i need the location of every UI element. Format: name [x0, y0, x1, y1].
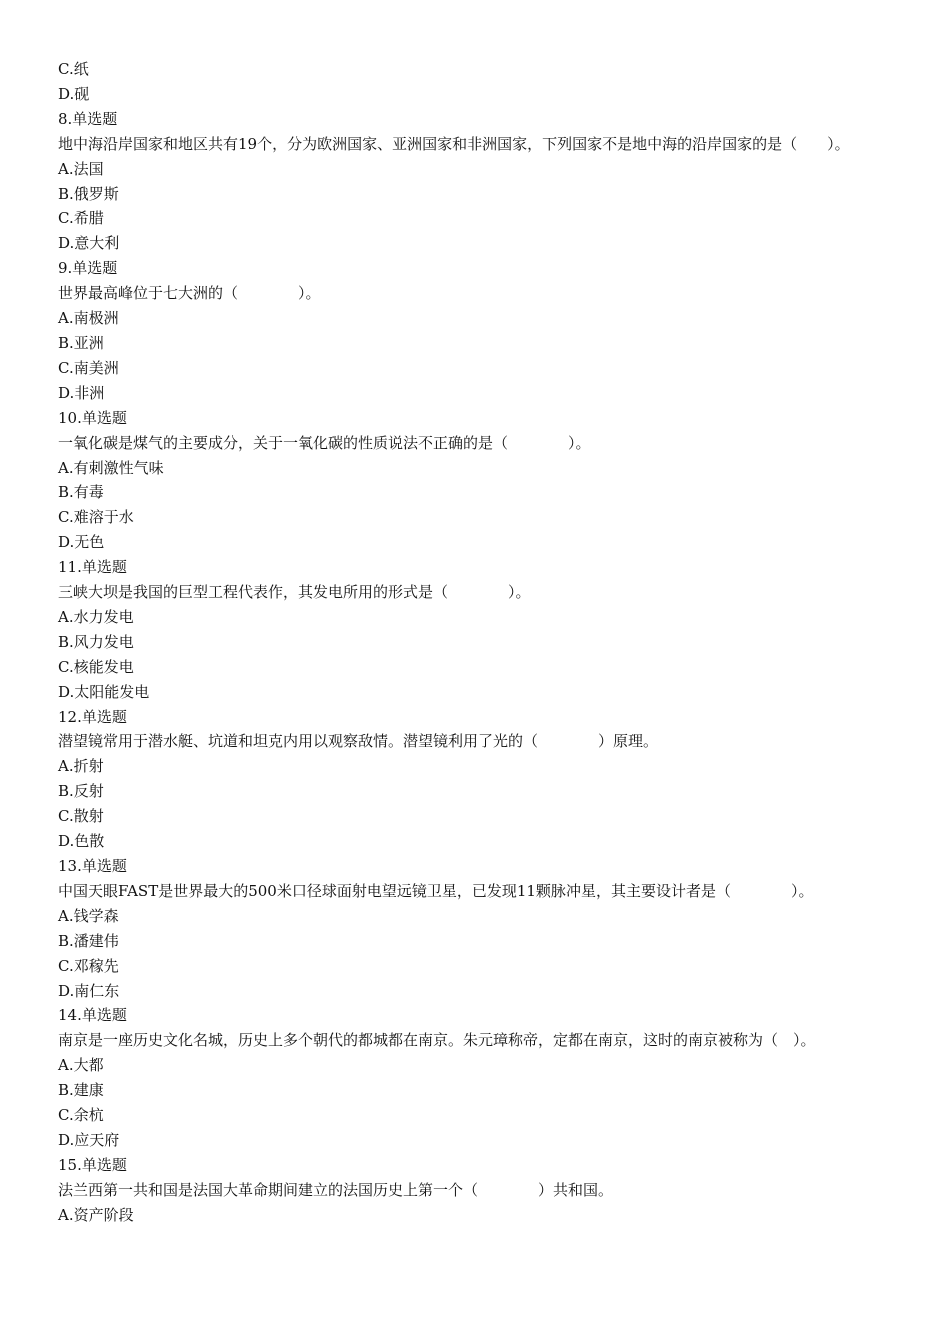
- question-8-option-d: D.意大利: [58, 234, 120, 253]
- question-10-option-a: A.有刺激性气味: [58, 458, 164, 477]
- question-14-text: 南京是一座历史文化名城，历史上多个朝代的都城都在南京。朱元璋称帝，定都在南京，这时的南京被称为（ ）。: [58, 1031, 816, 1050]
- question-13-option-b: B.潘建伟: [58, 931, 119, 950]
- question-9-text: 世界最高峰位于七大洲的（ ）。: [58, 284, 321, 303]
- question-10-option-b: B.有毒: [58, 483, 104, 502]
- question-14-option-d: D.应天府: [58, 1130, 120, 1149]
- question-10-number: 10.单选题: [58, 408, 127, 427]
- question-9-option-d: D.非洲: [58, 383, 105, 402]
- question-12-option-b: B.反射: [58, 782, 104, 801]
- question-11-number: 11.单选题: [58, 558, 127, 577]
- question-8-option-a: A.法国: [58, 159, 104, 178]
- question-9-option-a: A.南极洲: [58, 309, 119, 328]
- question-14-option-c: C.余杭: [58, 1106, 104, 1125]
- question-14-option-a: A.大都: [58, 1056, 104, 1075]
- question-9-option-c: C.南美洲: [58, 358, 119, 377]
- option-d-q7: D.砚: [58, 84, 90, 103]
- question-12-option-a: A.折射: [58, 757, 104, 776]
- question-10-option-d: D.无色: [58, 533, 105, 552]
- question-11-option-c: C.核能发电: [58, 657, 134, 676]
- document-page: [58, 57, 893, 1228]
- question-10-text: 一氧化碳是煤气的主要成分，关于一氧化碳的性质说法不正确的是（ ）。: [58, 433, 591, 452]
- question-8-option-c: C.希腊: [58, 209, 104, 228]
- question-9-option-b: B.亚洲: [58, 333, 104, 352]
- question-9-number: 9.单选题: [58, 259, 118, 278]
- question-11-option-b: B.风力发电: [58, 632, 134, 651]
- question-14-number: 14.单选题: [58, 1006, 127, 1025]
- question-13-number: 13.单选题: [58, 857, 127, 875]
- question-13-text: 中国天眼FAST是世界最大的500米口径球面射电望远镜卫星，已发现11颗脉冲星，其主要设计者是（ ）。: [58, 881, 814, 900]
- question-10-option-c: C.难溶于水: [58, 508, 134, 527]
- question-12-option-d: D.色散: [58, 832, 105, 851]
- question-15-number: 15.单选题: [58, 1155, 127, 1174]
- question-11-option-d: D.太阳能发电: [58, 682, 150, 701]
- question-12-number: 12.单选题: [58, 707, 127, 726]
- question-11-text: 三峡大坝是我国的巨型工程代表作，其发电所用的形式是（ ）。: [58, 583, 531, 602]
- question-8-option-b: B.俄罗斯: [58, 184, 119, 203]
- question-13-option-a: A.钱学森: [58, 906, 119, 925]
- question-12-option-c: C.散射: [58, 807, 104, 826]
- question-8-text: 地中海沿岸国家和地区共有19个，分为欧洲国家、亚洲国家和非洲国家，下列国家不是地中海的沿岸国家的是（ ）。: [58, 134, 850, 153]
- question-8-number: 8.单选题: [58, 109, 118, 128]
- option-c-q7: C.纸: [58, 60, 89, 78]
- question-11-option-a: A.水力发电: [58, 607, 134, 626]
- question-13-option-c: C.邓稼先: [58, 956, 119, 975]
- question-12-text: 潜望镜常用于潜水艇、坑道和坦克内用以观察敌情。潜望镜利用了光的（ ）原理。: [58, 732, 659, 751]
- question-15-option-a: A.资产阶段: [58, 1205, 134, 1224]
- question-13-option-d: D.南仁东: [58, 981, 120, 1000]
- question-15-text: 法兰西第一共和国是法国大革命期间建立的法国历史上第一个（ ）共和国。: [58, 1180, 614, 1199]
- question-14-option-b: B.建康: [58, 1081, 104, 1100]
